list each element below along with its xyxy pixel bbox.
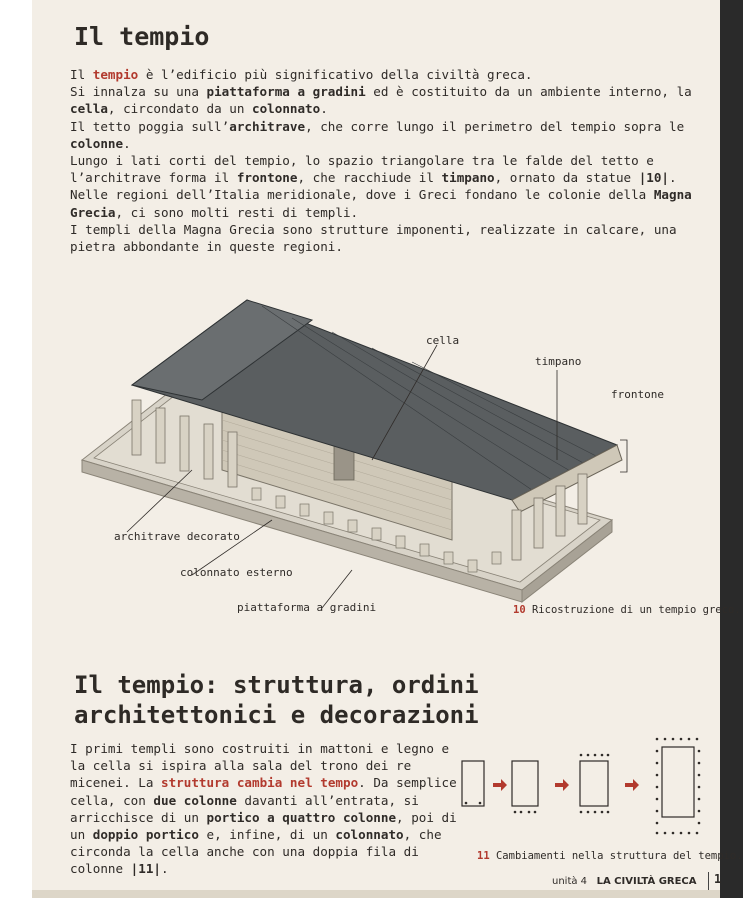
paragraph: [70, 740, 470, 878]
text-run: I templi della Magna Grecia sono strutture imponenti, realizzate in calcare, una pietra abbondante in queste regioni.: [70, 221, 677, 255]
section-title: Il tempio: [74, 22, 210, 51]
temple-illustration: [72, 290, 632, 620]
text-run: tempio: [92, 67, 139, 82]
text-run: è l’edificio più significativo della civiltà greca.: [138, 67, 533, 82]
label-piattaforma: piattaforma a gradini: [237, 601, 377, 614]
text-run: colonnato: [251, 101, 321, 117]
text-run: I primi templi sono costruiti in mattoni e legno e la cella si ispira alla sala del trono dei re micenei.: [70, 741, 450, 791]
figure-caption: [477, 850, 743, 862]
text-run: , ornato da statue: [494, 170, 639, 186]
label-timpano: timpano: [535, 355, 582, 368]
text-run: Il tetto poggia sull’: [70, 118, 230, 134]
text-run: , che circonda la cella anche con una doppia fila di colonne: [70, 827, 442, 877]
text-run: , ci sono molti resti di templi.: [115, 204, 359, 220]
page-number: 1: [708, 872, 721, 894]
text-run: Magna Grecia: [70, 187, 692, 220]
text-run: , che racchiude il: [297, 170, 442, 186]
text-run: portico a quattro colonne: [206, 809, 397, 825]
text-run: , che corre lungo il perimetro del tempio sopra le: [305, 118, 685, 134]
left-margin: [0, 0, 32, 898]
text-run: .: [123, 135, 131, 151]
text-run: .: [320, 101, 328, 117]
text-run: Si innalza su una: [70, 84, 207, 100]
text-run: frontone: [236, 170, 298, 186]
text-run: piattaforma a gradini: [206, 84, 366, 100]
text-run: colonnato: [335, 827, 404, 843]
text-run: cella: [70, 101, 108, 117]
text-run: struttura cambia nel tempo: [161, 775, 359, 791]
text-run: , circondato da un: [107, 101, 252, 117]
text-run: due colonne: [153, 792, 237, 808]
text-run: , poi di un: [70, 809, 457, 843]
section-title: Il tempio: struttura, ordini architettonici e decorazioni: [74, 671, 479, 729]
section-label: LA CIVILTÀ GRECA: [596, 876, 697, 887]
paragraph: [70, 152, 710, 186]
text-run: Nelle regioni dell’Italia meridionale, dove i Greci fondano le colonie della: [70, 187, 654, 203]
text-run: |11|: [130, 861, 162, 877]
paragraph: [70, 66, 710, 83]
textbook-page: [32, 0, 743, 898]
text-run: La: [138, 775, 162, 791]
caption-text: Cambiamenti nella struttura del tempio.: [495, 850, 743, 862]
text-run: Il: [70, 67, 93, 82]
text-run: .: [669, 170, 677, 186]
paragraph: [70, 221, 710, 255]
label-cella: cella: [426, 334, 460, 347]
paragraph: [70, 118, 710, 152]
text-run: architrave: [229, 118, 306, 134]
text-run: . Da semplice cella, con: [70, 775, 457, 808]
text-run: doppio portico: [92, 827, 199, 843]
label-frontone: frontone: [611, 388, 664, 401]
text-run: ed è costituito da un ambiente interno, la: [365, 84, 692, 100]
text-run: timpano: [441, 170, 495, 186]
label-colonnato: colonnato esterno: [180, 566, 293, 579]
text-run: |10|: [638, 170, 670, 186]
text-run: e, infine, di un: [198, 827, 336, 843]
label-architrave: architrave decorato: [114, 530, 240, 543]
caption-number: 11: [477, 850, 490, 862]
section-body: [70, 740, 470, 878]
paragraph: [70, 186, 710, 220]
text-run: colonne: [70, 135, 124, 151]
text-run: Lungo i lati corti del tempio, lo spazio triangolare tra le falde del tetto e l’architrave forma il: [70, 153, 654, 186]
page-footer: [552, 876, 697, 887]
figure-caption: [513, 604, 741, 616]
caption-text: Ricostruzione di un tempio greco.: [531, 604, 741, 616]
floor-plans-diagram: [457, 735, 712, 845]
unit-label: unità 4: [552, 876, 588, 887]
caption-number: 10: [513, 604, 526, 616]
page-bottom-edge: [32, 890, 720, 898]
text-run: davanti all’entrata, si arricchisce di un: [70, 792, 419, 825]
text-run: .: [161, 861, 169, 877]
paragraph: [70, 83, 710, 117]
section-body: [70, 66, 710, 255]
